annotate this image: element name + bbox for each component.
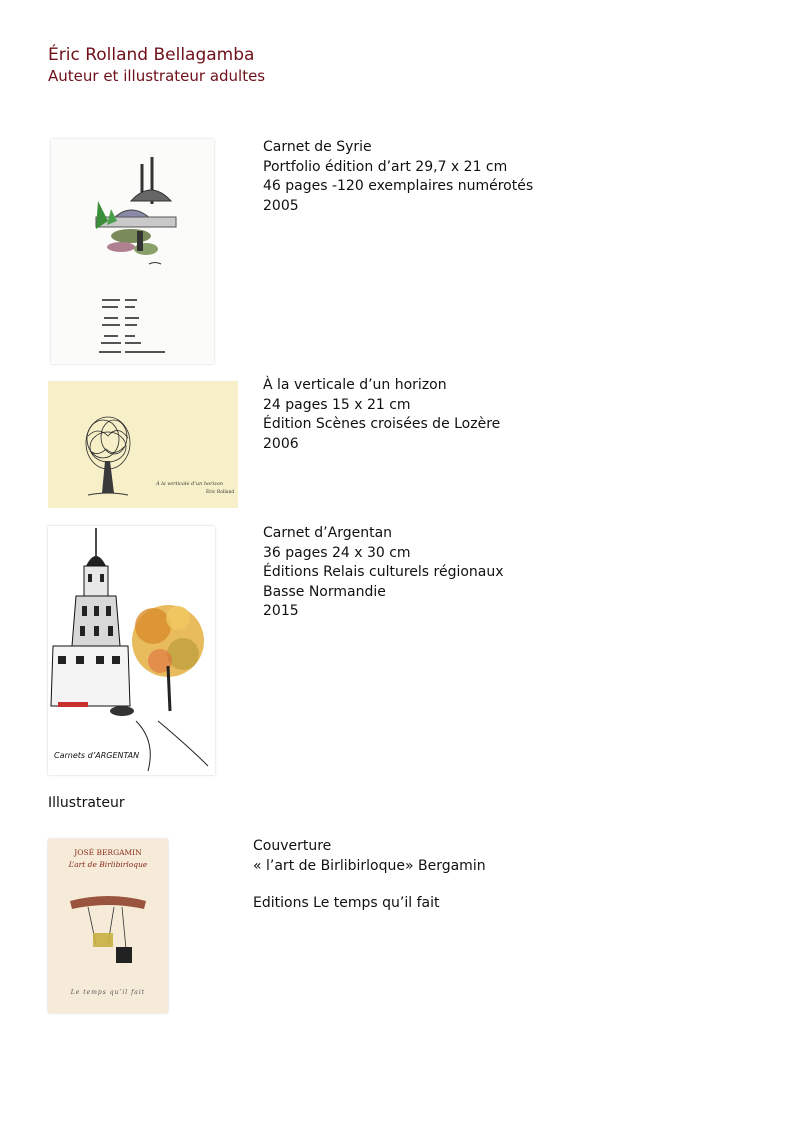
cover-publisher-text: Le temps qu’il fait — [70, 989, 146, 996]
book-region: Basse Normandie — [263, 583, 386, 600]
book-publisher: Éditions Relais culturels régionaux — [263, 564, 504, 580]
book-title: À la verticale d’un horizon — [263, 377, 447, 393]
book-year: 2006 — [263, 435, 299, 452]
book-year: 2005 — [263, 197, 299, 214]
book-format: 36 pages 24 x 30 cm — [263, 544, 411, 561]
church-autumn-tree-sketch-icon — [48, 526, 215, 775]
cover-title-text: L’art de Birlibirloque — [68, 860, 148, 869]
cover-art-de-birlibirloque — [48, 839, 168, 1013]
author-name: Éric Rolland Bellagamba — [48, 45, 255, 65]
book-info-carnet-d-argentan — [263, 524, 504, 622]
syria-mosque-sketch-icon — [51, 139, 214, 364]
cover-a-la-verticale — [48, 381, 238, 508]
illustrator-work-type: Couverture — [253, 838, 332, 854]
cover-carnet-d-argentan — [48, 526, 215, 775]
cover-author-text: Éric Rolland — [206, 490, 235, 495]
book-info-a-la-verticale — [263, 376, 500, 454]
tree-sketch-icon — [48, 381, 238, 508]
page-header — [48, 44, 265, 86]
spacer — [253, 876, 486, 894]
book-year: 2015 — [263, 603, 299, 619]
cover-carnet-de-syrie — [51, 139, 214, 364]
cover-caption-text: Carnets d’ARGENTAN — [54, 751, 140, 760]
book-title: Carnet d’Argentan — [263, 525, 393, 541]
illustrator-section-label: Illustrateur — [48, 795, 125, 811]
illustrator-work-title: « l’art de Birlibirloque» Bergamin — [253, 857, 486, 874]
swing-illustration-icon — [48, 839, 168, 1013]
illustrator-publisher: Editions Le temps qu’il fait — [253, 895, 440, 911]
book-pages: 46 pages -120 exemplaires numérotés — [263, 178, 534, 194]
cover-title-text: À la verticale d’un horizon — [156, 481, 223, 487]
illustrator-info — [253, 837, 486, 914]
cover-author-text: JOSÉ BERGAMIN — [74, 848, 142, 857]
book-title: Carnet de Syrie — [263, 139, 372, 155]
author-subtitle: Auteur et illustrateur adultes — [48, 67, 266, 85]
book-publisher: Édition Scènes croisées de Lozère — [263, 416, 501, 432]
book-format: Portfolio édition d’art 29,7 x 21 cm — [263, 158, 508, 175]
book-format: 24 pages 15 x 21 cm — [263, 396, 411, 413]
book-info-carnet-de-syrie — [263, 138, 533, 216]
